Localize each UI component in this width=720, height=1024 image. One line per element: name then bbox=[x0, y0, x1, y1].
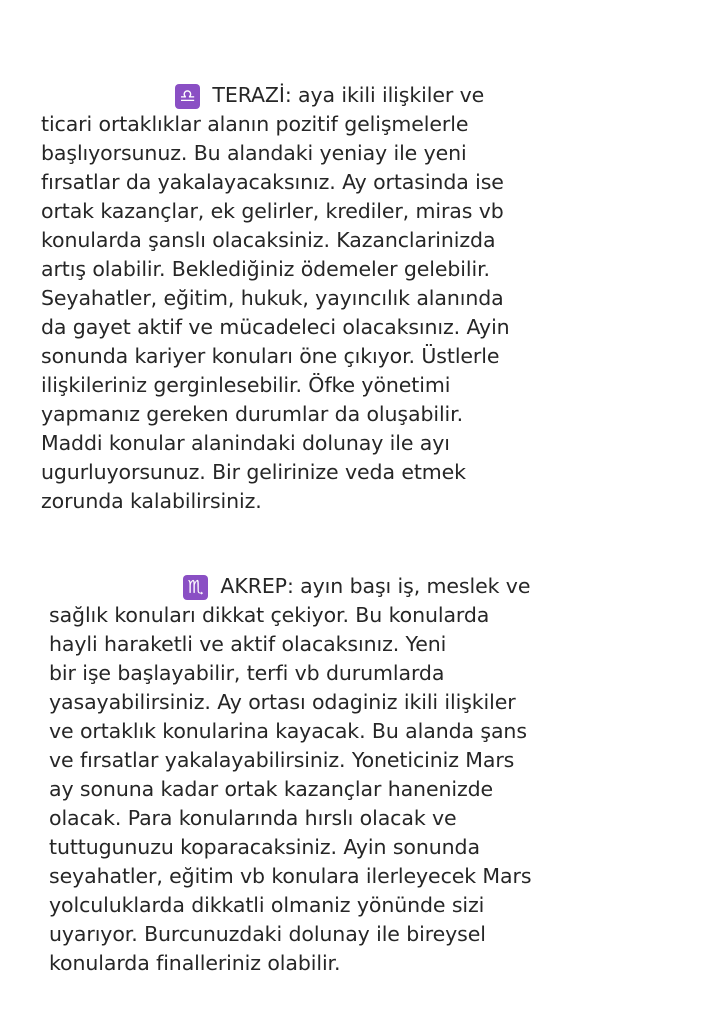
scorpio-sign-icon: ♏ bbox=[183, 575, 208, 600]
terazi-line: fırsatlar da yakalayacaksınız. Ay ortasinda ise bbox=[41, 170, 504, 194]
akrep-line: AKREP: ayın başı iş, meslek ve bbox=[220, 574, 531, 598]
terazi-line: sonunda kariyer konuları öne çıkıyor. Üstlerle bbox=[41, 344, 500, 368]
terazi-line: ortak kazançlar, ek gelirler, krediler, miras vb bbox=[41, 199, 504, 223]
terazi-line: TERAZİ: aya ikili ilişkiler ve bbox=[212, 83, 485, 107]
terazi-line: ugurluyorsunuz. Bir gelirinize veda etmek bbox=[41, 460, 466, 484]
terazi-horoscope-section bbox=[41, 81, 510, 516]
terazi-heading-line bbox=[41, 81, 510, 110]
terazi-line: artış olabilir. Beklediğiniz ödemeler gelebilir. bbox=[41, 257, 490, 281]
terazi-line: ticari ortaklıklar alanın pozitif gelişmelerle bbox=[41, 112, 469, 136]
terazi-line: ilişkileriniz gerginlesebilir. Öfke yönetimi bbox=[41, 373, 451, 397]
terazi-line: Maddi konular alanindaki dolunay ile ayı bbox=[41, 431, 450, 455]
terazi-line: yapmanız gereken durumlar da oluşabilir. bbox=[41, 402, 464, 426]
akrep-line: uyarıyor. Burcunuzdaki dolunay ile bireysel bbox=[49, 922, 486, 946]
akrep-line: tuttugunuzu koparacaksiniz. Ayin sonunda bbox=[49, 835, 480, 859]
terazi-line: Seyahatler, eğitim, hukuk, yayıncılık alanında bbox=[41, 286, 504, 310]
akrep-line: konularda finalleriniz olabilir. bbox=[49, 951, 341, 975]
akrep-line: ve ortaklık konularina kayacak. Bu alanda şans bbox=[49, 719, 527, 743]
akrep-line: ve fırsatlar yakalayabilirsiniz. Yoneticiniz Mars bbox=[49, 748, 515, 772]
libra-sign-icon: ♎ bbox=[175, 84, 200, 109]
terazi-line: başlıyorsunuz. Bu alandaki yeniay ile yeni bbox=[41, 141, 467, 165]
terazi-line: konularda şanslı olacaksiniz. Kazanclarinizda bbox=[41, 228, 496, 252]
akrep-line: sağlık konuları dikkat çekiyor. Bu konularda bbox=[49, 603, 490, 627]
akrep-line: hayli haraketli ve aktif olacaksınız. Yeni bbox=[49, 632, 447, 656]
akrep-line: seyahatler, eğitim vb konulara ilerleyecek Mars bbox=[49, 864, 532, 888]
terazi-line: zorunda kalabilirsiniz. bbox=[41, 489, 262, 513]
akrep-line: ay sonuna kadar ortak kazançlar hanenizde bbox=[49, 777, 494, 801]
akrep-line: yolculuklarda dikkatli olmaniz yönünde sizi bbox=[49, 893, 485, 917]
akrep-line: olacak. Para konularında hırslı olacak ve bbox=[49, 806, 457, 830]
terazi-line: da gayet aktif ve mücadeleci olacaksınız. Ayin bbox=[41, 315, 510, 339]
akrep-line: yasayabilirsiniz. Ay ortası odaginiz ikili ilişkiler bbox=[49, 690, 516, 714]
akrep-heading-line bbox=[49, 572, 531, 601]
akrep-line: bir işe başlayabilir, terfi vb durumlarda bbox=[49, 661, 445, 685]
akrep-horoscope-section bbox=[49, 572, 531, 978]
